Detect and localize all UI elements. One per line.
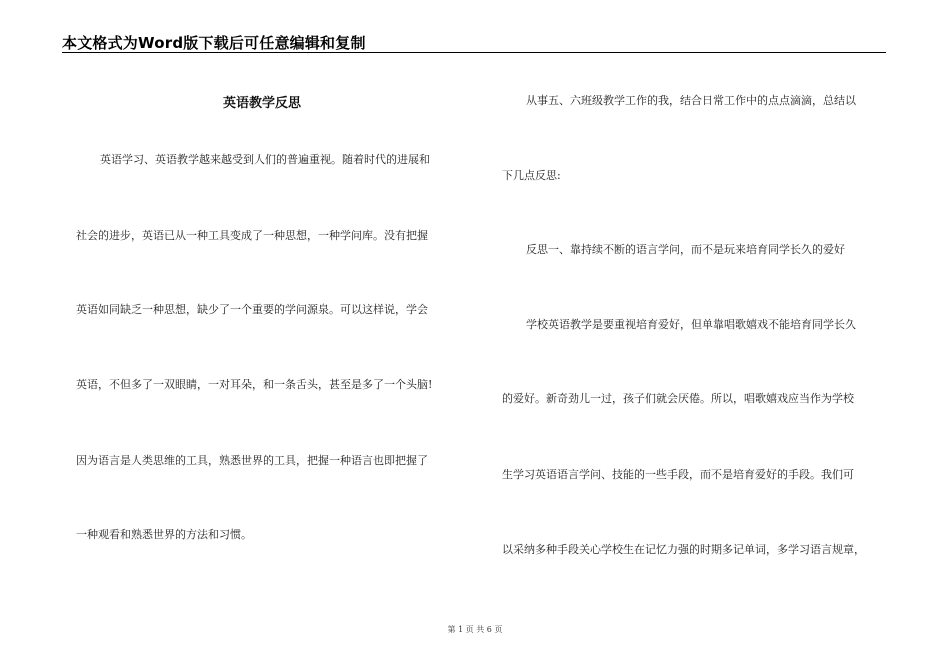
page-number: 第 1 页 共 6 页 xyxy=(447,625,503,634)
paragraph-line: 英语学习、英语教学越来越受到人们的普遍重视。随着时代的进展和 xyxy=(100,153,430,166)
paragraph-line: 的爱好。新奇劲儿一过，孩子们就会厌倦。所以，唱歌嬉戏应当作为学校 xyxy=(502,392,854,405)
paragraph-line: 因为语言是人类思维的工具，熟悉世界的工具，把握一种语言也即把握了 xyxy=(76,454,428,467)
paragraph-line: 学校英语教学是要重视培育爱好，但单靠唱歌嬉戏不能培育同学长久 xyxy=(526,318,856,331)
paragraph-line: 从事五、六班级教学工作的我，结合日常工作中的点点滴滴，总结以 xyxy=(526,94,856,107)
section-heading-line: 反思一、靠持续不断的语言学问，而不是玩来培育同学长久的爱好 xyxy=(526,243,845,256)
paragraph-line: 社会的进步，英语已从一种工具变成了一种思想，一种学问库。没有把握 xyxy=(76,229,428,242)
paragraph-line: 英语，不但多了一双眼睛，一对耳朵，和一条舌头，甚至是多了一个头脑! xyxy=(76,378,433,391)
document-title: 英语教学反思 xyxy=(222,96,301,111)
paragraph-line: 生学习英语语言学问、技能的一些手段，而不是培育爱好的手段。我们可 xyxy=(502,468,854,481)
header-divider xyxy=(62,52,886,53)
paragraph-line: 英语如同缺乏一种思想，缺少了一个重要的学问源泉。可以这样说，学会 xyxy=(76,303,428,316)
page-header-title: 本文格式为Word版下载后可任意编辑和复制 xyxy=(62,34,366,52)
paragraph-line: 一种观看和熟悉世界的方法和习惯。 xyxy=(76,528,252,541)
paragraph-line: 下几点反思: xyxy=(502,169,561,182)
paragraph-line: 以采纳多种手段关心学校生在记忆力强的时期多记单词，多学习语言规章， xyxy=(502,543,865,556)
